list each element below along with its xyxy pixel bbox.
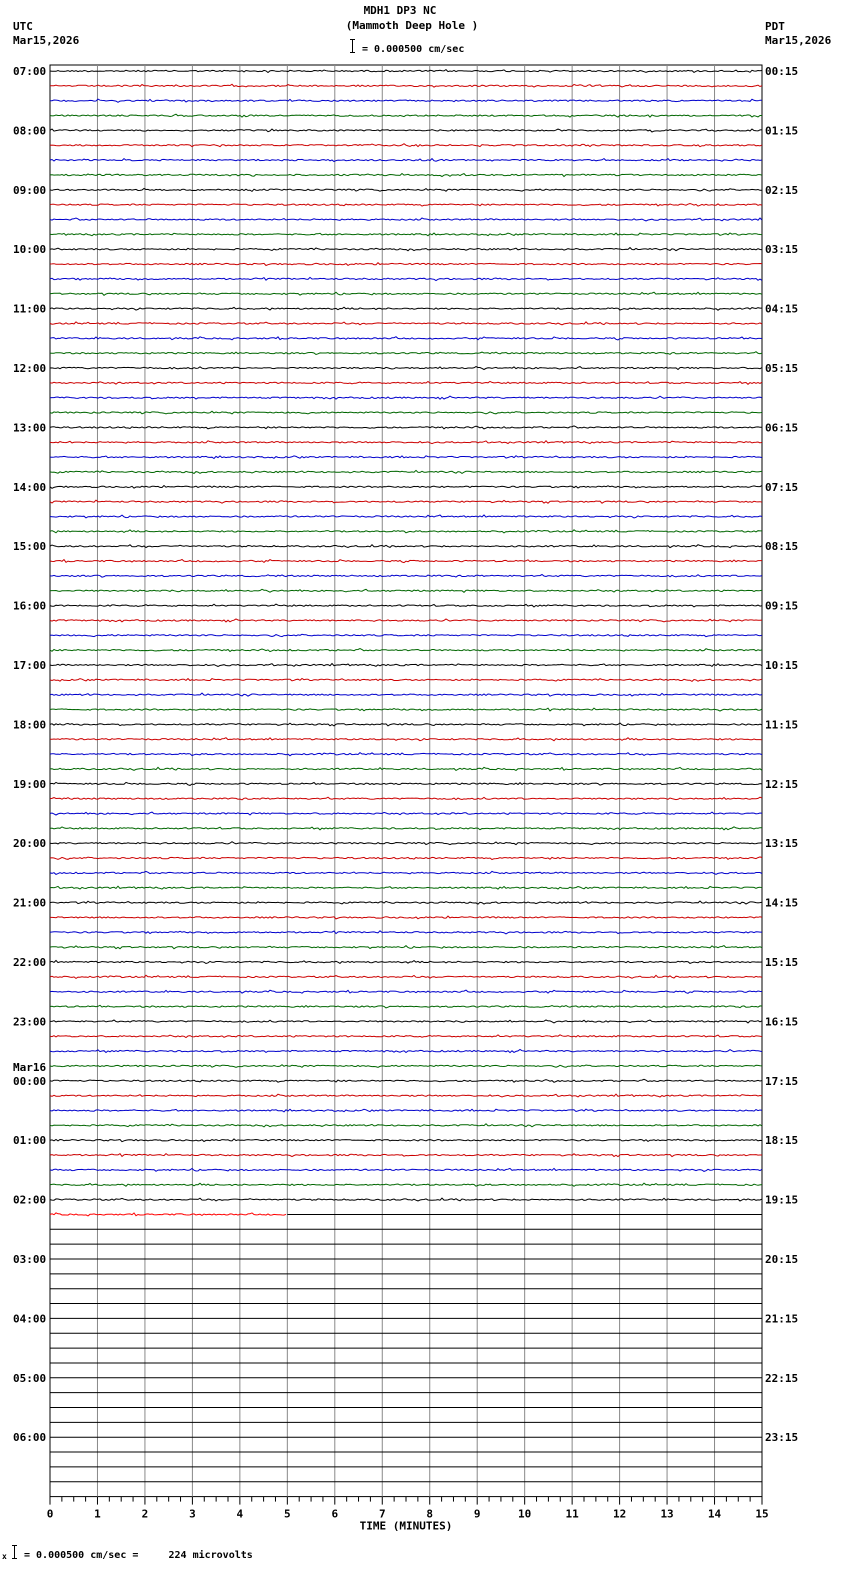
seismic-trace: [50, 233, 762, 236]
seismic-trace: [50, 426, 762, 429]
utc-hour-label: 00:00: [13, 1074, 47, 1088]
seismic-trace: [50, 263, 762, 266]
seismic-trace: [50, 204, 762, 207]
pdt-hour-label: 10:15: [765, 659, 799, 672]
pdt-hour-label: 17:15: [765, 1074, 799, 1088]
seismic-trace: [50, 515, 762, 518]
seismic-trace: [50, 619, 762, 622]
seismic-trace: [50, 70, 762, 73]
seismic-trace: [50, 827, 762, 830]
x-tick-label: 15: [755, 1507, 769, 1521]
seismic-trace: [50, 1139, 762, 1142]
seismic-trace: [50, 1168, 762, 1171]
seismic-trace: [50, 857, 762, 860]
seismic-trace: [50, 931, 762, 934]
pdt-hour-label: 13:15: [765, 837, 799, 851]
x-tick-label: 6: [331, 1507, 339, 1521]
x-tick-label: 11: [565, 1507, 579, 1521]
seismic-trace: [50, 1050, 762, 1053]
x-axis-label: TIME (MINUTES): [359, 1519, 453, 1533]
utc-hour-label: 01:00: [13, 1134, 47, 1148]
seismic-trace: [50, 901, 762, 904]
seismic-trace: [50, 589, 762, 592]
seismic-trace: [50, 782, 762, 785]
x-tick-label: 1: [94, 1507, 101, 1521]
seismic-trace: [50, 1005, 762, 1008]
pdt-hour-label: 01:15: [765, 124, 799, 138]
seismic-trace: [50, 337, 762, 340]
seismic-trace: [50, 456, 762, 459]
utc-hour-label: 05:00: [13, 1371, 47, 1385]
seismic-trace: [50, 916, 762, 919]
utc-hour-label: 17:00: [13, 659, 47, 672]
seismic-trace: [50, 1094, 762, 1097]
seismic-trace: [50, 189, 762, 192]
seismic-trace: [50, 129, 762, 132]
utc-hour-label: 13:00: [13, 421, 47, 435]
seismic-trace: [50, 530, 762, 533]
utc-hour-label: 12:00: [13, 362, 47, 375]
seismic-trace: [50, 634, 762, 636]
footer-scale-text: = 0.000500 cm/sec = 224 microvolts: [24, 1550, 253, 1561]
seismic-trace: [50, 159, 762, 162]
seismic-trace: [50, 560, 762, 563]
utc-hour-label: 11:00: [13, 302, 47, 316]
seismic-trace: [50, 545, 762, 548]
seismic-trace: [50, 441, 762, 444]
seismic-trace: [50, 1124, 762, 1127]
seismic-trace: [50, 277, 762, 280]
x-tick-label: 0: [46, 1507, 54, 1521]
seismic-trace: [50, 411, 762, 414]
seismic-trace: [50, 679, 762, 682]
seismic-trace: [50, 1065, 762, 1068]
seismic-trace: [50, 990, 762, 993]
pdt-hour-label: 14:15: [765, 896, 799, 910]
utc-hour-label: 06:00: [13, 1431, 47, 1445]
right-date: Mar15,2026: [765, 34, 832, 47]
seismic-trace: [50, 500, 762, 503]
utc-hour-label: 02:00: [13, 1193, 47, 1207]
right-timezone: PDT: [765, 20, 785, 33]
pdt-hour-label: 06:15: [765, 421, 799, 435]
pdt-hour-label: 05:15: [765, 362, 799, 375]
seismic-trace: [50, 946, 762, 949]
x-tick-label: 3: [189, 1507, 196, 1521]
seismic-trace: [50, 871, 762, 874]
seismic-trace: [50, 1020, 762, 1023]
utc-hour-label: 21:00: [13, 896, 47, 910]
date-change-label: Mar16: [13, 1060, 47, 1074]
seismic-trace: [50, 961, 762, 964]
pdt-hour-label: 21:15: [765, 1312, 799, 1326]
x-tick-label: 10: [518, 1507, 532, 1521]
seismic-trace: [50, 352, 762, 355]
x-tick-label: 5: [284, 1507, 291, 1521]
scale-text: = 0.000500 cm/sec: [362, 44, 465, 55]
x-tick-label: 14: [707, 1507, 722, 1521]
seismic-trace: [50, 396, 762, 399]
seismic-trace: [50, 664, 762, 667]
seismic-trace: [50, 886, 762, 889]
pdt-hour-label: 08:15: [765, 540, 799, 554]
utc-hour-label: 07:00: [13, 65, 47, 78]
utc-hour-label: 14:00: [13, 480, 47, 494]
utc-hour-label: 09:00: [13, 183, 47, 197]
seismic-trace: [50, 307, 762, 310]
seismic-trace: [50, 292, 762, 295]
x-tick-label: 2: [141, 1507, 149, 1521]
pdt-hour-label: 20:15: [765, 1253, 799, 1266]
seismic-trace: [50, 1079, 762, 1082]
utc-hour-label: 08:00: [13, 124, 47, 138]
utc-hour-label: 19:00: [13, 777, 47, 791]
seismic-trace: [50, 470, 762, 473]
seismic-trace: [50, 604, 762, 607]
seismic-trace: [50, 1154, 762, 1157]
pdt-hour-label: 03:15: [765, 243, 799, 257]
x-tick-label: 13: [660, 1507, 674, 1521]
utc-hour-label: 18:00: [13, 718, 47, 732]
pdt-hour-label: 04:15: [765, 302, 799, 316]
x-tick-label: 7: [378, 1507, 386, 1521]
seismic-trace: [50, 367, 762, 370]
pdt-hour-label: 15:15: [765, 956, 799, 969]
seismic-trace: [50, 575, 762, 578]
seismic-trace: [50, 1035, 762, 1038]
utc-hour-label: 03:00: [13, 1253, 47, 1266]
x-tick-label: 4: [236, 1507, 244, 1521]
utc-hour-label: 04:00: [13, 1312, 47, 1326]
seismic-trace: [50, 218, 762, 221]
seismic-trace: [50, 1109, 762, 1112]
pdt-hour-label: 19:15: [765, 1193, 799, 1207]
seismic-trace: [50, 84, 762, 87]
pdt-hour-label: 22:15: [765, 1371, 799, 1385]
seismic-trace: [50, 99, 762, 102]
pdt-hour-label: 09:15: [765, 599, 799, 613]
x-tick-label: 8: [426, 1507, 434, 1521]
left-timezone: UTC: [13, 20, 33, 33]
utc-hour-label: 10:00: [13, 243, 47, 257]
seismic-trace: [50, 975, 762, 978]
seismic-trace: [50, 144, 762, 147]
seismic-trace: [50, 797, 762, 800]
station-subtitle: (Mammoth Deep Hole ): [345, 19, 479, 32]
pdt-hour-label: 18:15: [765, 1134, 799, 1148]
seismic-trace: [50, 322, 762, 325]
seismic-trace: [50, 1183, 762, 1186]
seismic-trace: [50, 486, 762, 489]
utc-hour-label: 16:00: [13, 599, 47, 613]
pdt-hour-label: 07:15: [765, 480, 799, 494]
seismic-trace: [50, 842, 762, 845]
footer-scale-bar-icon: [14, 1545, 15, 1559]
pdt-hour-label: 00:15: [765, 65, 799, 78]
x-tick-label: 12: [612, 1507, 627, 1521]
x-tick-label: 9: [473, 1507, 481, 1521]
utc-hour-label: 15:00: [13, 540, 47, 554]
seismic-trace: [50, 723, 762, 726]
seismic-trace: [50, 767, 762, 770]
seismic-trace: [50, 708, 762, 711]
pdt-hour-label: 11:15: [765, 718, 799, 732]
utc-hour-label: 22:00: [13, 956, 47, 969]
seismic-trace: [50, 1213, 286, 1216]
pdt-hour-label: 16:15: [765, 1015, 799, 1029]
seismic-trace: [50, 738, 762, 741]
pdt-hour-label: 02:15: [765, 183, 799, 197]
utc-hour-label: 20:00: [13, 837, 47, 851]
station-title: MDH1 DP3 NC: [363, 4, 437, 17]
pdt-hour-label: 12:15: [765, 777, 799, 791]
seismic-trace: [50, 174, 762, 177]
seismic-trace: [50, 381, 762, 384]
footer-prefix: x: [2, 1552, 7, 1561]
seismic-trace: [50, 812, 762, 815]
seismic-trace: [50, 114, 762, 117]
seismic-trace: [50, 248, 762, 251]
utc-hour-label: 23:00: [13, 1015, 47, 1029]
seismic-trace: [50, 753, 762, 756]
pdt-hour-label: 23:15: [765, 1431, 799, 1445]
seismic-trace: [50, 1198, 762, 1201]
seismic-trace: [50, 693, 762, 696]
seismic-trace: [50, 649, 762, 652]
left-date: Mar15,2026: [13, 34, 80, 47]
